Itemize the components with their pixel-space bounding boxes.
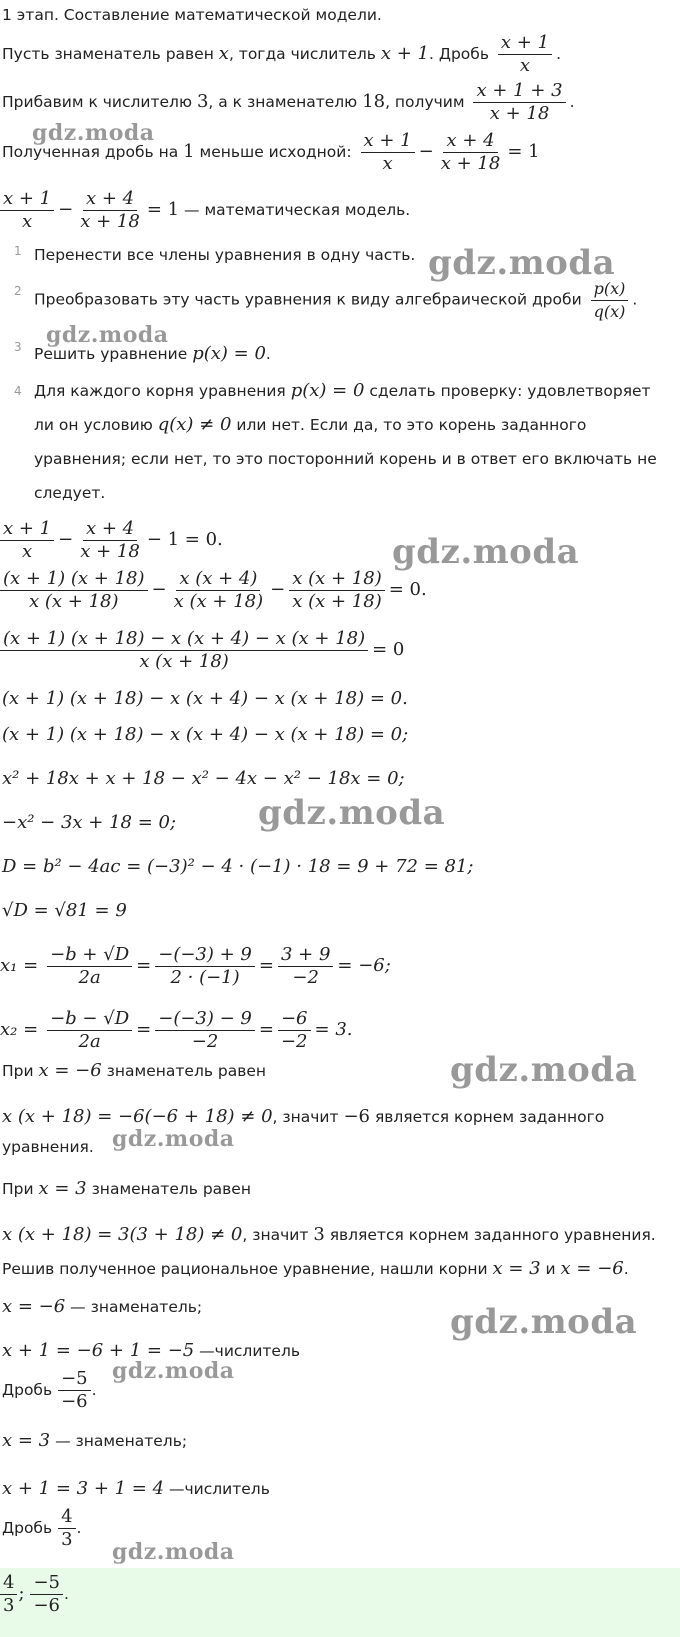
check-line-11 bbox=[2, 1480, 270, 1498]
equation-rhs: − 1 = 0. bbox=[146, 529, 223, 550]
algorithm-step-2: 2 Преобразовать эту часть уравнения к виду алгебраической дроби $\frac{p(x)}{q(x)}$ . bbox=[14, 279, 638, 321]
text: , получим bbox=[385, 93, 465, 111]
check-line-8 bbox=[2, 1342, 300, 1360]
numerator: 4 bbox=[0, 1574, 17, 1595]
watermark: gdz.moda bbox=[450, 1050, 638, 1090]
text: знаменатель равен bbox=[101, 1062, 267, 1080]
fraction bbox=[0, 520, 54, 561]
denominator: 2a bbox=[78, 967, 101, 988]
numerator: x + 1 bbox=[0, 520, 54, 541]
fraction bbox=[0, 630, 368, 671]
equation-rhs: = 0 bbox=[372, 639, 405, 660]
solution-step-7: −x² − 3x + 18 = 0; bbox=[2, 812, 177, 833]
expression: x = 3 bbox=[38, 1178, 87, 1199]
solution-step-6: x² + 18x + x + 18 − x² − 4x − x² − 18x = 0; bbox=[2, 768, 405, 789]
numerator: x (x + 4) bbox=[176, 570, 260, 591]
denominator: x bbox=[519, 55, 531, 76]
expression: x (x + 18) = 3(3 + 18) ≠ 0 bbox=[2, 1224, 243, 1245]
algorithm-step-4 bbox=[14, 374, 674, 510]
numerator: x + 4 bbox=[443, 132, 497, 153]
step-text: Преобразовать эту часть уравнения к виду алгебраической дроби bbox=[34, 290, 582, 309]
text: — знаменатель; bbox=[65, 1298, 203, 1316]
text: При bbox=[2, 1180, 39, 1198]
denominator: x (x + 18) bbox=[29, 591, 119, 612]
denominator: 3 bbox=[3, 1595, 15, 1616]
numerator: −5 bbox=[30, 1574, 63, 1595]
check-line-10 bbox=[2, 1432, 187, 1450]
numerator: −b − √D bbox=[47, 1010, 132, 1031]
step-text: Для каждого корня уравнения bbox=[34, 382, 291, 400]
fraction bbox=[30, 1574, 63, 1615]
check-line-5 bbox=[2, 1226, 656, 1244]
fraction bbox=[58, 1508, 75, 1549]
intro-line-1: Пусть знаменатель равен x, тогда числитель x + 1. Дробь $\frac{x + 1}{x}$ . bbox=[2, 32, 561, 76]
number: 18 bbox=[362, 91, 386, 112]
section-title: 1 этап. Составление математической модели. bbox=[2, 6, 382, 24]
text: — математическая модель. bbox=[179, 201, 411, 219]
fraction bbox=[77, 190, 143, 231]
fraction bbox=[498, 34, 552, 75]
watermark: gdz.moda bbox=[46, 322, 169, 348]
lhs: x₂ = bbox=[0, 1019, 39, 1040]
text: Пусть знаменатель равен bbox=[2, 45, 219, 63]
step-text: . bbox=[265, 345, 271, 363]
denominator: x (x + 18) bbox=[139, 651, 229, 672]
solution-step-4: (x + 1) (x + 18) − x (x + 4) − x (x + 18) = 0. bbox=[2, 688, 408, 709]
text: . bbox=[91, 1381, 97, 1399]
text: знаменатель равен bbox=[86, 1180, 251, 1198]
numerator: (x + 1) (x + 18) bbox=[0, 570, 148, 591]
numerator: x + 1 bbox=[0, 190, 54, 211]
text: При bbox=[2, 1062, 39, 1080]
expression: x = 3 bbox=[492, 1258, 541, 1279]
discriminant-root: √D = √81 = 9 bbox=[2, 900, 127, 921]
text: . bbox=[623, 1260, 629, 1278]
math-model: $\frac{x + 1}{x}$ − $\frac{x + 4}{x + 18}$ = 1 — математическая модель. bbox=[0, 190, 410, 231]
text: Дробь bbox=[2, 1381, 53, 1399]
numerator: 3 + 9 bbox=[278, 946, 333, 967]
watermark: gdz.moda bbox=[112, 1126, 235, 1152]
numerator: x + 1 + 3 bbox=[473, 82, 565, 103]
root-x2: x₂ = $\frac{-b - √D}{2a}$ = $\frac{-(-3) - 9}{-2}$ = $\frac{-6}{-2}$ = 3. bbox=[0, 1008, 353, 1052]
numerator: −(−3) − 9 bbox=[155, 1010, 255, 1031]
step-number: 2 bbox=[14, 284, 22, 298]
numerator: −b + √D bbox=[47, 946, 132, 967]
result: = −6; bbox=[337, 955, 391, 976]
fraction bbox=[361, 132, 415, 173]
step-number: 4 bbox=[14, 384, 22, 398]
numerator: x + 1 bbox=[498, 34, 552, 55]
expression: x = 3 bbox=[2, 1430, 51, 1451]
algorithm-step-1 bbox=[14, 240, 674, 270]
text: является корнем заданного уравнения. bbox=[324, 1226, 656, 1244]
fraction bbox=[77, 520, 143, 561]
fraction bbox=[591, 280, 629, 320]
expression: x + 1 = −6 + 1 = −5 bbox=[2, 1340, 195, 1361]
fraction bbox=[58, 1370, 91, 1411]
expression: x + 1 = 3 + 1 = 4 bbox=[2, 1478, 165, 1499]
fraction bbox=[171, 570, 267, 611]
expression: x (x + 18) = −6(−6 + 18) ≠ 0 bbox=[2, 1106, 273, 1127]
text: Дробь bbox=[2, 1519, 53, 1537]
text: . Дробь bbox=[429, 45, 489, 63]
denominator: 2 · (−1) bbox=[170, 967, 240, 988]
fraction bbox=[278, 946, 333, 987]
denominator: 2a bbox=[78, 1031, 101, 1052]
text: меньше исходной: bbox=[194, 143, 352, 161]
text: . bbox=[64, 1585, 69, 1603]
text: —числитель bbox=[164, 1480, 270, 1498]
value: 3 bbox=[313, 1224, 325, 1245]
expression: x = −6 bbox=[38, 1060, 102, 1081]
expression: q(x) ≠ 0 bbox=[157, 414, 232, 435]
text: . bbox=[76, 1519, 82, 1537]
solution-step-5: (x + 1) (x + 18) − x (x + 4) − x (x + 18) = 0; bbox=[2, 724, 409, 745]
numerator: x + 4 bbox=[83, 520, 137, 541]
numerator: x + 4 bbox=[83, 190, 137, 211]
watermark: gdz.moda bbox=[112, 1358, 235, 1384]
denominator: x bbox=[21, 211, 33, 232]
denominator: q(x) bbox=[593, 301, 626, 321]
expression: p(x) = 0 bbox=[290, 380, 365, 401]
answer-block bbox=[0, 1568, 680, 1637]
expression: p(x) = 0 bbox=[192, 343, 266, 364]
denominator: 3 bbox=[61, 1529, 73, 1550]
text: и bbox=[540, 1260, 561, 1278]
text: , тогда числитель bbox=[228, 45, 381, 63]
equation-rhs: = 1 bbox=[146, 199, 180, 220]
equation-rhs: = 0. bbox=[388, 579, 427, 600]
numerator: p(x) bbox=[591, 280, 629, 301]
fraction bbox=[278, 1010, 311, 1051]
denominator: x + 18 bbox=[489, 103, 550, 124]
text: — знаменатель; bbox=[50, 1432, 188, 1450]
check-line-6 bbox=[2, 1260, 629, 1278]
numerator: (x + 1) (x + 18) − x (x + 4) − x (x + 18) bbox=[0, 630, 368, 651]
denominator: x + 18 bbox=[80, 541, 140, 562]
step-text: Перенести все члены уравнения в одну часть. bbox=[34, 246, 416, 264]
text: Прибавим к числителю bbox=[2, 93, 197, 111]
text: , значит bbox=[272, 1108, 344, 1126]
expression: x + 1 bbox=[380, 43, 429, 64]
number: 3 bbox=[196, 91, 209, 112]
text: —числитель bbox=[194, 1342, 301, 1360]
equation-rhs: = 1 bbox=[507, 141, 540, 162]
separator: ; bbox=[18, 1583, 25, 1604]
fraction bbox=[0, 190, 54, 231]
fraction bbox=[47, 1010, 132, 1051]
number: 1 bbox=[183, 141, 195, 162]
step-text: или нет. Если да, то это корень заданного уравнения; если нет, то это посторонний корень и в ответ его включать не следует. bbox=[34, 416, 657, 502]
watermark: gdz.moda bbox=[112, 1539, 235, 1565]
denominator: −6 bbox=[33, 1595, 61, 1616]
text: , значит bbox=[242, 1226, 314, 1244]
fraction bbox=[289, 570, 385, 611]
denominator: x (x + 18) bbox=[292, 591, 382, 612]
expression: x = −6 bbox=[560, 1258, 624, 1279]
denominator: x bbox=[21, 541, 33, 562]
watermark: gdz.moda bbox=[32, 120, 155, 146]
denominator: −6 bbox=[61, 1391, 88, 1412]
expression: x = −6 bbox=[2, 1296, 66, 1317]
numerator: −6 bbox=[278, 1010, 311, 1031]
watermark: gdz.moda bbox=[392, 532, 580, 572]
numerator: x (x + 18) bbox=[289, 570, 385, 591]
numerator: −5 bbox=[58, 1370, 91, 1391]
watermark: gdz.moda bbox=[450, 1302, 638, 1342]
text: , а к знаменателю bbox=[208, 93, 363, 111]
fraction bbox=[0, 570, 148, 611]
value: −6 bbox=[343, 1106, 371, 1127]
denominator: x (x + 18) bbox=[173, 591, 264, 612]
denominator: −2 bbox=[191, 1031, 219, 1052]
check-line-4 bbox=[2, 1180, 251, 1198]
watermark: gdz.moda bbox=[428, 243, 616, 283]
watermark: gdz.moda bbox=[258, 793, 446, 833]
check-line-9 bbox=[2, 1370, 97, 1411]
fraction bbox=[155, 946, 255, 987]
denominator: −2 bbox=[280, 1031, 308, 1052]
text: Полученная дробь на bbox=[2, 143, 184, 161]
step-number: 1 bbox=[14, 244, 22, 258]
fraction bbox=[155, 1010, 255, 1051]
denominator: −2 bbox=[292, 967, 319, 988]
algorithm-step-3 bbox=[14, 336, 674, 371]
root-x1: x₁ = $\frac{-b + √D}{2a}$ = $\frac{-(-3) + 9}{2 \cdot (-1)}$ = $\frac{3 + 9}{-2}$ = −6; bbox=[0, 944, 391, 988]
numerator: 4 bbox=[58, 1508, 75, 1529]
denominator: x + 18 bbox=[80, 211, 140, 232]
check-line-3: уравнения. bbox=[2, 1138, 94, 1156]
check-line-7 bbox=[2, 1298, 202, 1316]
intro-line-2: Прибавим к числителю 3, а к знаменателю 18, получим $\frac{x + 1 + 3}{x + 18}$ . bbox=[2, 80, 575, 124]
solution-step-1: $\frac{x + 1}{x}$ − $\frac{x + 4}{x + 18}$ − 1 = 0. bbox=[0, 520, 223, 561]
lhs: x₁ = bbox=[0, 955, 39, 976]
solution-step-2: $\frac{(x + 1) (x + 18)}{x (x + 18)}$ − $\frac{x (x + 4)}{x (x + 18)}$ − $\frac{x (x + 18)}{x (x + 18)}$ = 0. bbox=[0, 570, 427, 611]
text: Решив полученное рациональное уравнение, нашли корни bbox=[2, 1260, 493, 1278]
discriminant: D = b² − 4ac = (−3)² − 4 · (−1) · 18 = 9 + 72 = 81; bbox=[2, 856, 474, 877]
fraction bbox=[0, 1574, 17, 1615]
denominator: x + 18 bbox=[440, 153, 501, 174]
denominator: x bbox=[382, 153, 393, 174]
intro-line-3: Полученная дробь на 1 меньше исходной: $\frac{x + 1}{x}$ − $\frac{x + 4}{x + 18}$ = 1 bbox=[2, 130, 540, 174]
step-number: 3 bbox=[14, 340, 22, 354]
variable: x bbox=[218, 43, 229, 64]
solution-step-3 bbox=[0, 630, 404, 671]
step-text: сделать проверку: удовлетворяет ли он условию bbox=[34, 382, 651, 434]
fraction bbox=[473, 82, 565, 123]
step-text: Решить уравнение bbox=[34, 345, 193, 363]
numerator: x + 1 bbox=[361, 132, 415, 153]
result: = 3. bbox=[314, 1019, 353, 1040]
numerator: −(−3) + 9 bbox=[155, 946, 255, 967]
check-line-12 bbox=[2, 1508, 81, 1549]
fraction bbox=[47, 946, 132, 987]
check-line-1 bbox=[2, 1062, 266, 1080]
fraction bbox=[438, 132, 504, 173]
text: является корнем заданного bbox=[370, 1108, 605, 1126]
check-line-2 bbox=[2, 1108, 604, 1126]
answer bbox=[0, 1574, 69, 1615]
